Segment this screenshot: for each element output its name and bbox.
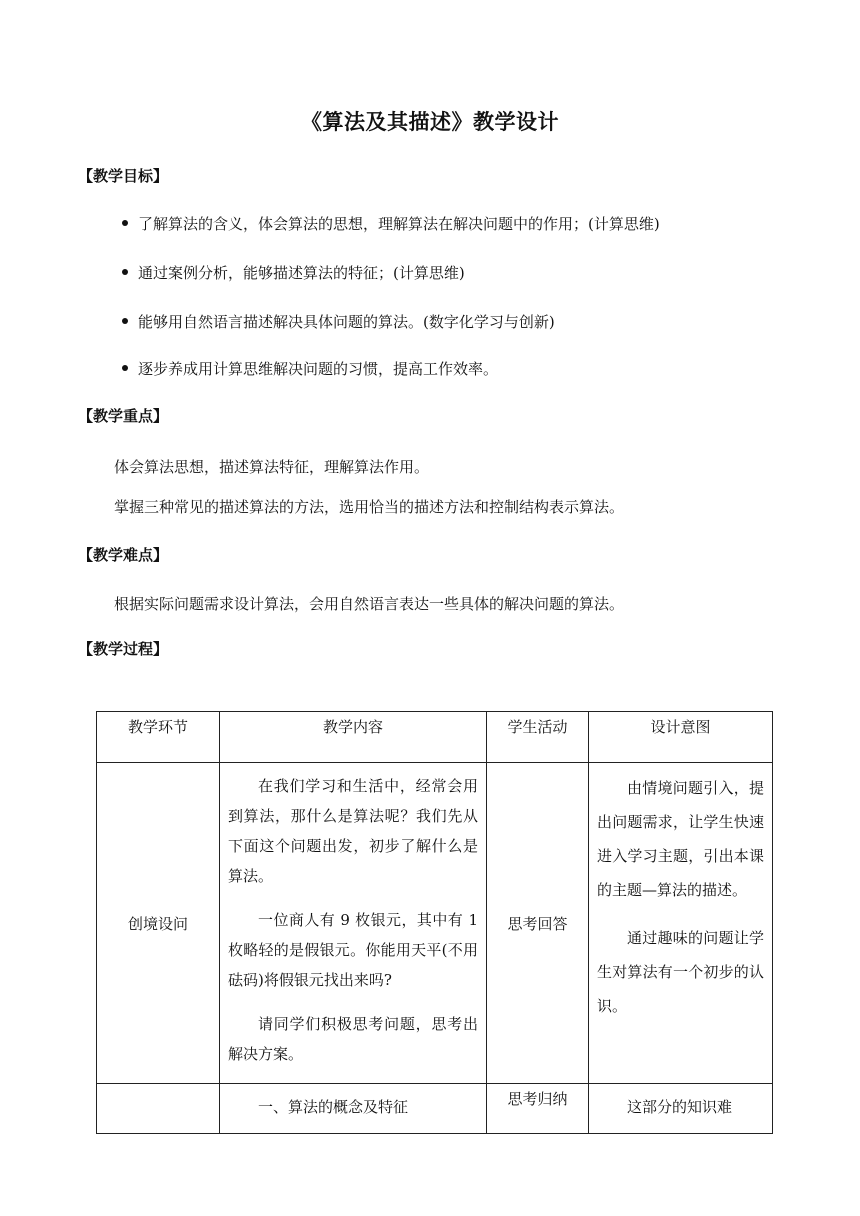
difficulty-line: 根据实际问题需求设计算法，会用自然语言表达一些具体的解决问题的算法。 <box>114 595 625 613</box>
bullet-dot-icon <box>122 365 128 371</box>
key-point-line: 体会算法思想，描述算法特征，理解算法作用。 <box>114 458 430 476</box>
key-point-line: 掌握三种常见的描述算法的方法，选用恰当的描述方法和控制结构表示算法。 <box>114 498 625 516</box>
content-paragraph: 一位商人有 9 枚银元，其中有 1 枚略轻的是假银元。你能用天平(不用砝码)将假银元找出来吗? <box>228 911 478 989</box>
content-cell <box>220 763 487 1084</box>
stage-cell: 创境设问 <box>97 763 220 1084</box>
header-cell-intent: 设计意图 <box>589 712 773 763</box>
intent-paragraph: 由情境问题引入，提出问题需求，让学生快速进入学习主题，引出本课的主题—算法的描述。 <box>597 779 764 899</box>
objectives-heading: 【教学目标】 <box>78 167 169 185</box>
table-row <box>97 763 773 1084</box>
table-header-row <box>97 712 773 763</box>
objective-item: 能够用自然语言描述解决具体问题的算法。(数字化学习与创新) <box>122 311 555 332</box>
header-cell-stage: 教学环节 <box>97 712 220 763</box>
document-title: 《算法及其描述》教学设计 <box>301 110 559 134</box>
content-paragraph: 在我们学习和生活中，经常会用到算法，那什么是算法呢？我们先从下面这个问题出发，初步了解什么是算法。 <box>228 777 478 885</box>
process-heading: 【教学过程】 <box>78 640 169 658</box>
content-cell <box>220 1084 487 1134</box>
bullet-dot-icon <box>122 220 128 226</box>
intent-paragraph: 通过趣味的问题让学生对算法有一个初步的认识。 <box>597 929 764 1015</box>
objective-item: 逐步养成用计算思维解决问题的习惯，提高工作效率。 <box>122 358 498 379</box>
intent-cell <box>589 763 773 1084</box>
difficulties-heading: 【教学难点】 <box>78 546 169 564</box>
header-cell-activity: 学生活动 <box>487 712 589 763</box>
content-paragraph: 请同学们积极思考问题，思考出解决方案。 <box>228 1015 478 1063</box>
objective-item: 通过案例分析，能够描述算法的特征；(计算思维) <box>122 262 465 283</box>
bullet-dot-icon <box>122 269 128 275</box>
activity-cell: 思考归纳 <box>487 1084 589 1134</box>
objective-item: 了解算法的含义，体会算法的思想，理解算法在解决问题中的作用；(计算思维) <box>122 213 660 234</box>
key-points-heading: 【教学重点】 <box>78 407 169 425</box>
lesson-process-table <box>96 711 773 1134</box>
stage-cell <box>97 1084 220 1134</box>
intent-cell <box>589 1084 773 1134</box>
header-cell-content: 教学内容 <box>220 712 487 763</box>
bullet-dot-icon <box>122 318 128 324</box>
intent-paragraph: 这部分的知识难 <box>627 1098 733 1116</box>
activity-cell: 思考回答 <box>487 763 589 1084</box>
table-row <box>97 1084 773 1134</box>
content-paragraph: 一、算法的概念及特征 <box>258 1098 409 1116</box>
